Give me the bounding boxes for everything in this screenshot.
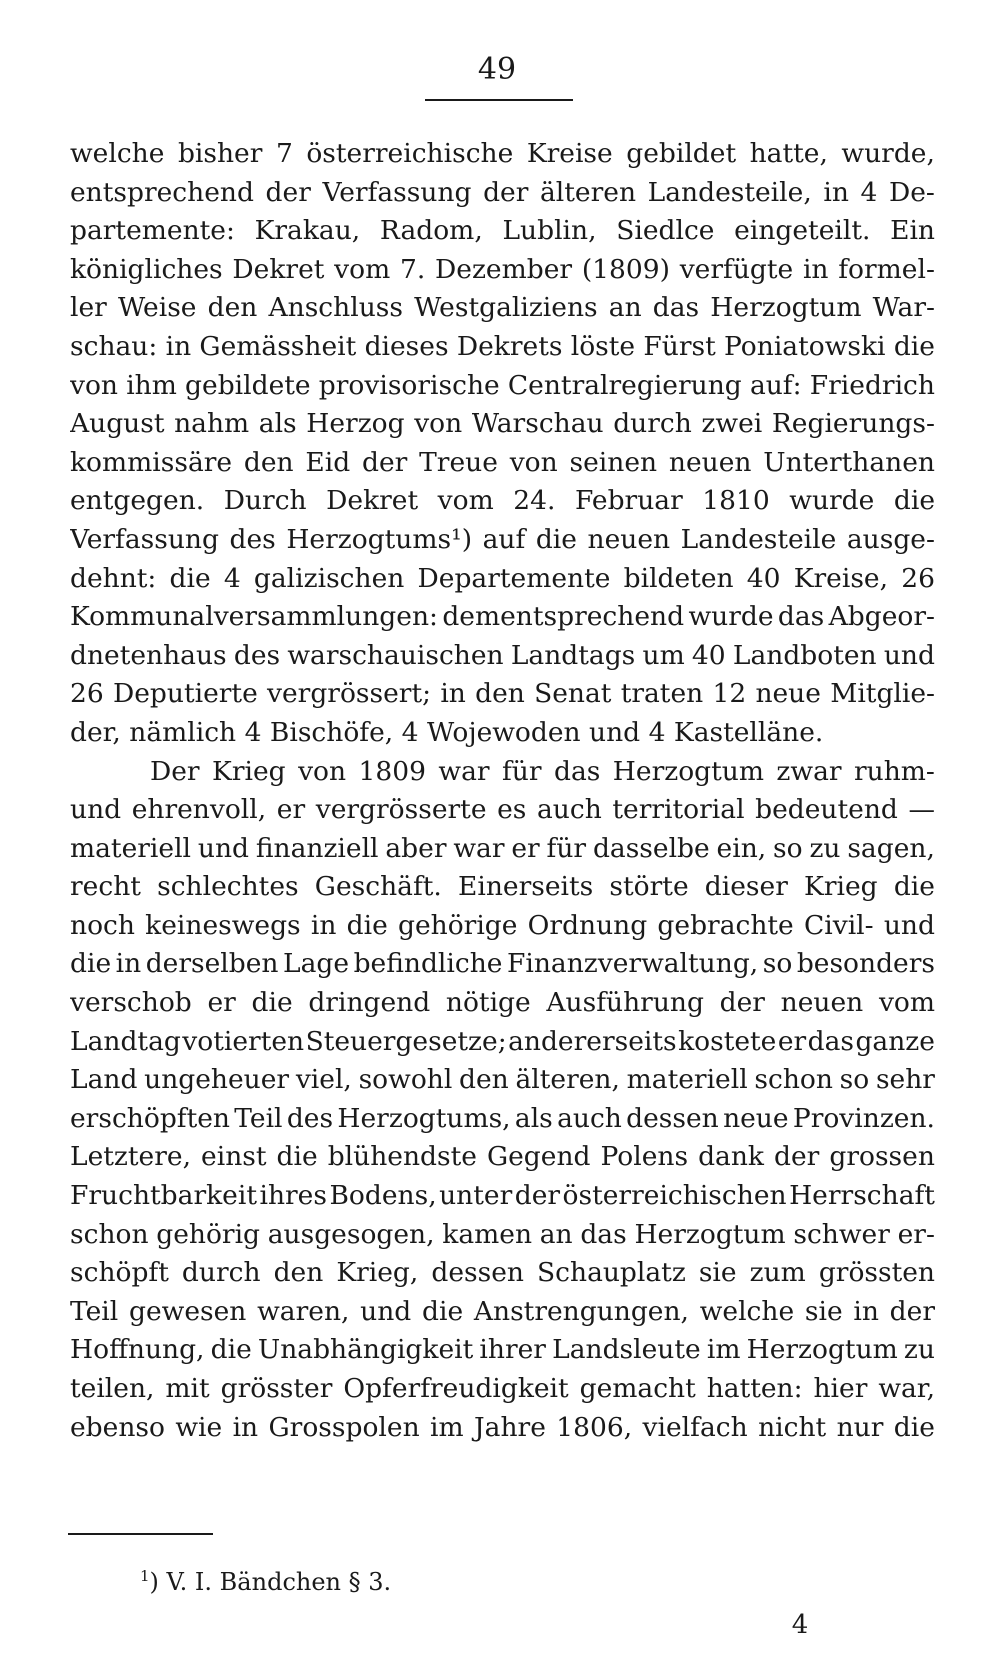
text-line: teilen, mit grösster Opferfreudigkeit gemacht hatten: hier war, bbox=[70, 1373, 935, 1404]
footnote bbox=[140, 1566, 391, 1598]
text-line: Fruchtbarkeit ihres Bodens, unter der österreichischen Herrschaft bbox=[70, 1180, 935, 1212]
text-line: entgegen. Durch Dekret vom 24. Februar 1810 wurde die bbox=[70, 485, 935, 517]
text-line: verschob er die dringend nötige Ausführung der neuen vom bbox=[70, 987, 935, 1019]
text-line: schöpft durch den Krieg, dessen Schauplatz sie zum grössten bbox=[70, 1257, 935, 1289]
text-line: Verfassung des Herzogtums¹) auf die neuen Landesteile ausge- bbox=[70, 523, 935, 555]
text-line: Letztere, einst die blühendste Gegend Polens dank der grossen bbox=[70, 1141, 935, 1173]
text-line: Landtag votierten Steuergesetze; andererseits kostete er das ganze bbox=[70, 1025, 935, 1057]
text-line: dehnt: die 4 galizischen Departemente bildeten 40 Kreise, 26 bbox=[70, 562, 935, 594]
body-text bbox=[70, 135, 935, 1447]
text-line: königliches Dekret vom 7. Dezember (1809) verfügte in formel- bbox=[70, 253, 935, 285]
text-line: erschöpften Teil des Herzogtums, als auch dessen neue Provinzen. bbox=[70, 1102, 935, 1134]
footnote-text: ) V. I. Bändchen § 3. bbox=[149, 1568, 392, 1596]
text-line: die in derselben Lage befindliche Finanzverwaltung, so besonders bbox=[70, 948, 935, 980]
text-line: von ihm gebildete provisorische Centralregierung auf: Friedrich bbox=[70, 369, 935, 401]
text-line: Der Krieg von 1809 war für das Herzogtum zwar ruhm- bbox=[150, 755, 935, 787]
footnote-marker: 1 bbox=[140, 1567, 150, 1585]
text-line: Teil gewesen waren, und die Anstrengungen, welche sie in der bbox=[70, 1295, 935, 1327]
text-line: und ehrenvoll, er vergrösserte es auch territorial bedeutend — bbox=[70, 794, 935, 826]
footnote-rule bbox=[68, 1533, 213, 1535]
page-number: 49 bbox=[477, 52, 517, 87]
text-line: 26 Deputierte vergrössert; in den Senat traten 12 neue Mitglie- bbox=[70, 678, 935, 710]
text-line: noch keineswegs in die gehörige Ordnung gebrachte Civil- und bbox=[70, 909, 935, 941]
text-line: August nahm als Herzog von Warschau durch zwei Regierungs- bbox=[70, 408, 935, 440]
text-line: ebenso wie in Grosspolen im Jahre 1806, vielfach nicht nur die bbox=[70, 1411, 935, 1443]
text-line: ler Weise den Anschluss Westgaliziens an das Herzogtum War- bbox=[70, 292, 935, 324]
page-number-rule bbox=[425, 99, 573, 101]
text-line: schon gehörig ausgesogen, kamen an das Herzogtum schwer er- bbox=[70, 1218, 935, 1250]
signature-mark: 4 bbox=[791, 1610, 809, 1640]
text-line: welche bisher 7 österreichische Kreise gebildet hatte, wurde, bbox=[70, 138, 935, 169]
text-line: Land ungeheuer viel, sowohl den älteren, materiell schon so sehr bbox=[70, 1064, 935, 1096]
text-line: partemente: Krakau, Radom, Lublin, Siedlce eingeteilt. Ein bbox=[70, 215, 935, 247]
text-line: entsprechend der Verfassung der älteren Landesteile, in 4 De- bbox=[70, 176, 935, 208]
text-line: schau: in Gemässheit dieses Dekrets löste Fürst Poniatowski die bbox=[70, 330, 935, 362]
text-line: der, nämlich 4 Bischöfe, 4 Wojewoden und 4 Kastelläne. bbox=[70, 716, 824, 748]
text-line: Hoffnung, die Unabhängigkeit ihrer Landsleute im Herzogtum zu bbox=[70, 1334, 935, 1366]
text-line: recht schlechtes Geschäft. Einerseits störte dieser Krieg die bbox=[70, 871, 935, 903]
text-line: materiell und finanziell aber war er für dasselbe ein, so zu sagen, bbox=[70, 832, 935, 864]
text-line: kommissäre den Eid der Treue von seinen neuen Unterthanen bbox=[70, 446, 935, 478]
text-line: Kommunalversammlungen: dementsprechend wurde das Abgeor- bbox=[70, 601, 935, 633]
text-line: dnetenhaus des warschauischen Landtags um 40 Landboten und bbox=[70, 639, 935, 671]
